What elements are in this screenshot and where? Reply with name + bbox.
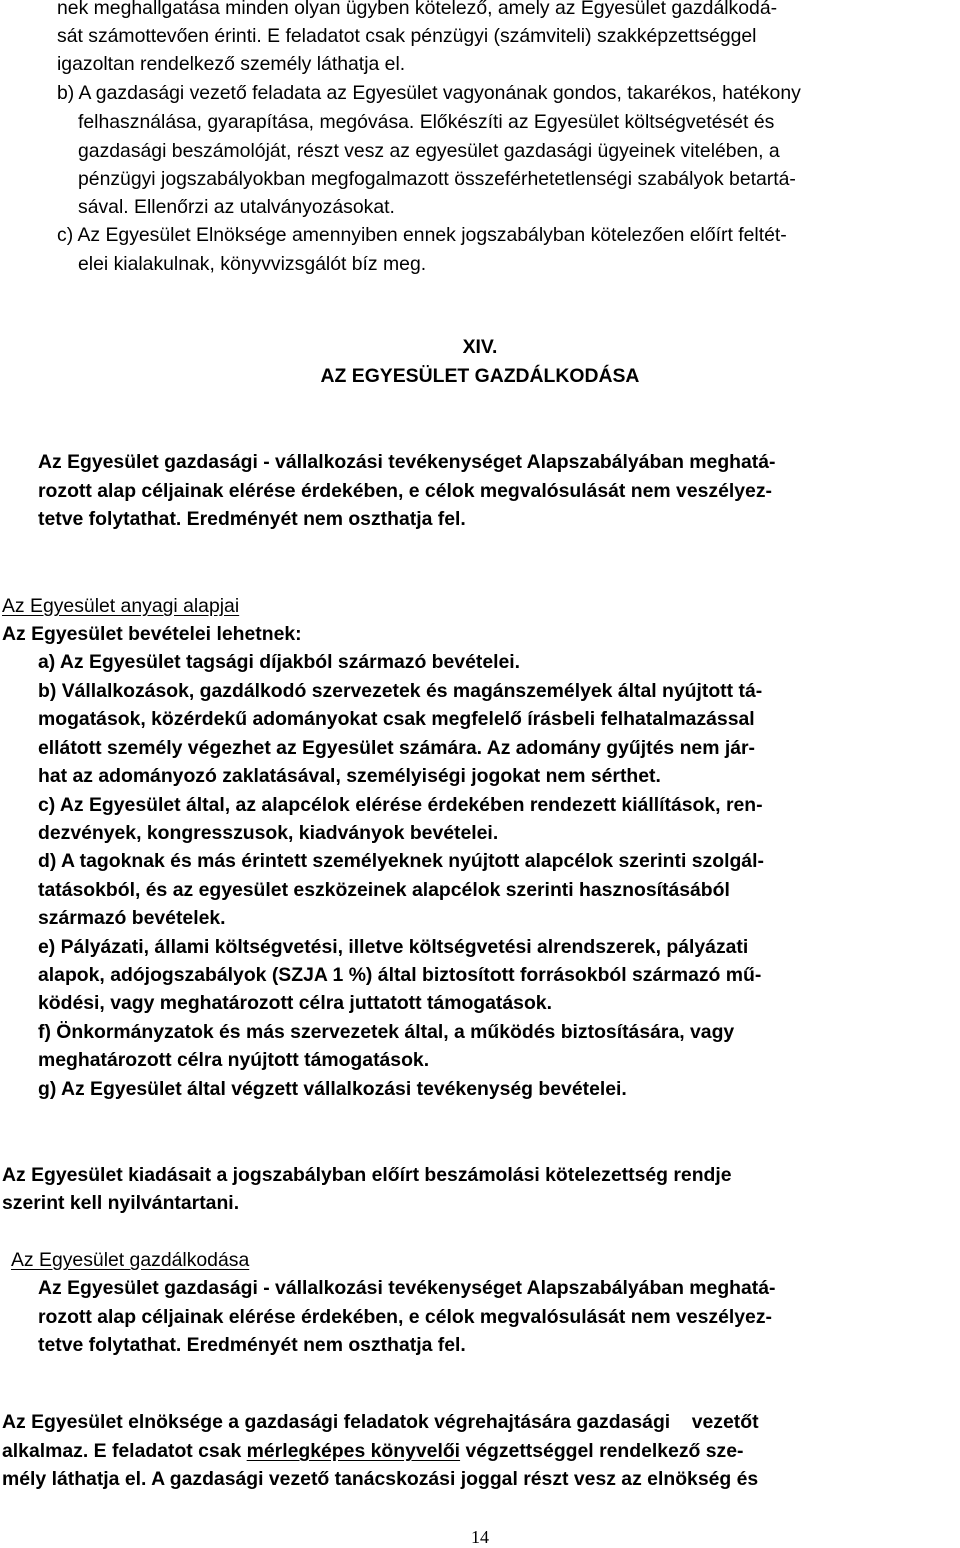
item-c-line-2: elei kialakulnak, könyvvizsgálót bíz meg. xyxy=(78,253,427,275)
para1-line-2: rozott alap céljainak elérése érdekében, e célok megvalósulását nem veszélyez- xyxy=(38,480,772,502)
para1-line-3: tetve folytathat. Eredményét nem oszthatja fel. xyxy=(38,508,466,530)
para1-line-1: Az Egyesület gazdasági - vállalkozási tevékenységet Alapszabályában meghatá- xyxy=(38,451,776,473)
item-c-line-1: c) Az Egyesület Elnöksége amennyiben ennek jogszabályban kötelezően előírt feltét- xyxy=(57,224,787,246)
section-title: AZ EGYESÜLET GAZDÁLKODÁSA xyxy=(320,365,640,387)
management-line-1: Az Egyesület gazdasági - vállalkozási tevékenységet Alapszabályában meghatá- xyxy=(38,1277,776,1299)
final-line-2-start: alkalmaz. E feladatot csak xyxy=(2,1440,247,1462)
basis-item-b-line-1: b) Vállalkozások, gazdálkodó szervezetek és magánszemélyek által nyújtott tá- xyxy=(38,680,763,702)
item-b-line-3: gazdasági beszámolóját, részt vesz az egyesület gazdasági ügyeinek vitelében, a xyxy=(78,140,780,162)
basis-item-g: g) Az Egyesület által végzett vállalkozási tevékenység bevételei. xyxy=(38,1078,627,1100)
basis-item-d-line-2: tatásokból, és az egyesület eszközeinek alapcélok szerinti hasznosításából xyxy=(38,879,730,901)
management-heading: Az Egyesület gazdálkodása xyxy=(11,1249,250,1271)
item-b-line-2: felhasználása, gyarapítása, megóvása. Előkészíti az Egyesület költségvetését és xyxy=(78,111,775,133)
basis-item-e-line-3: ködési, vagy meghatározott célra juttatott támogatások. xyxy=(38,992,552,1014)
expenses-line-2: szerint kell nyilvántartani. xyxy=(2,1192,240,1214)
basis-item-f-line-2: meghatározott célra nyújtott támogatások. xyxy=(38,1049,430,1071)
basis-item-d-line-3: származó bevételek. xyxy=(38,907,226,929)
section-number: XIV. xyxy=(462,336,498,358)
basis-item-b-line-2: mogatások, közérdekű adományokat csak megfelelő írásbeli felhatalmazással xyxy=(38,708,755,730)
management-line-3: tetve folytathat. Eredményét nem oszthatja fel. xyxy=(38,1334,466,1356)
final-line-2-end: végzettséggel rendelkező sze- xyxy=(460,1440,744,1462)
final-line-1: Az Egyesület elnöksége a gazdasági feladatok végrehajtására gazdasági vezetőt xyxy=(2,1411,759,1433)
final-line-3: mély láthatja el. A gazdasági vezető tanácskozási joggal részt vesz az elnökség és xyxy=(2,1468,759,1490)
item-b-line-5: sával. Ellenőrzi az utalványozásokat. xyxy=(78,196,395,218)
basis-item-b-line-3: ellátott személy végezhet az Egyesület számára. Az adomány gyűjtés nem jár- xyxy=(38,737,755,759)
basis-item-e-line-1: e) Pályázati, állami költségvetési, illetve költségvetési alrendszerek, pályázati xyxy=(38,936,749,958)
final-line-2 xyxy=(2,1437,743,1465)
item-b-line-1: b) A gazdasági vezető feladata az Egyesület vagyonának gondos, takarékos, hatékony xyxy=(57,82,801,104)
basis-item-a: a) Az Egyesület tagsági díjakból származó bevételei. xyxy=(38,651,521,673)
accountant-qualification: mérlegképes könyvelői xyxy=(246,1440,461,1462)
basis-heading: Az Egyesület anyagi alapjai xyxy=(2,595,240,617)
item-b-line-4: pénzügyi jogszabályokban megfogalmazott összeférhetetlenségi szabályok betartá- xyxy=(78,168,796,190)
basis-item-c-line-2: dezvények, kongresszusok, kiadványok bevételei. xyxy=(38,822,499,844)
intro-line-2: sát számottevően érinti. E feladatot csak pénzügyi (számviteli) szakképzettséggel xyxy=(57,25,757,47)
basis-item-b-line-4: hat az adományozó zaklatásával, személyiségi jogokat nem sérthet. xyxy=(38,765,661,787)
basis-item-c-line-1: c) Az Egyesület által, az alapcélok elérése érdekében rendezett kiállítások, ren- xyxy=(38,794,763,816)
basis-item-e-line-2: alapok, adójogszabályok (SZJA 1 %) által biztosított forrásokból származó mű- xyxy=(38,964,762,986)
intro-line-1: nek meghallgatása minden olyan ügyben kötelező, amely az Egyesület gazdálkodá- xyxy=(57,0,778,19)
basis-item-d-line-1: d) A tagoknak és más érintett személyeknek nyújtott alapcélok szerinti szolgál- xyxy=(38,850,764,872)
basis-subheading: Az Egyesület bevételei lehetnek: xyxy=(2,623,302,645)
expenses-line-1: Az Egyesület kiadásait a jogszabályban előírt beszámolási kötelezettség rendje xyxy=(2,1164,732,1186)
page-number: 14 xyxy=(471,1527,489,1547)
basis-item-f-line-1: f) Önkormányzatok és más szervezetek által, a működés biztosítására, vagy xyxy=(38,1021,735,1043)
intro-line-3: igazoltan rendelkező személy láthatja el. xyxy=(57,53,406,75)
management-line-2: rozott alap céljainak elérése érdekében, e célok megvalósulását nem veszélyez- xyxy=(38,1306,772,1328)
